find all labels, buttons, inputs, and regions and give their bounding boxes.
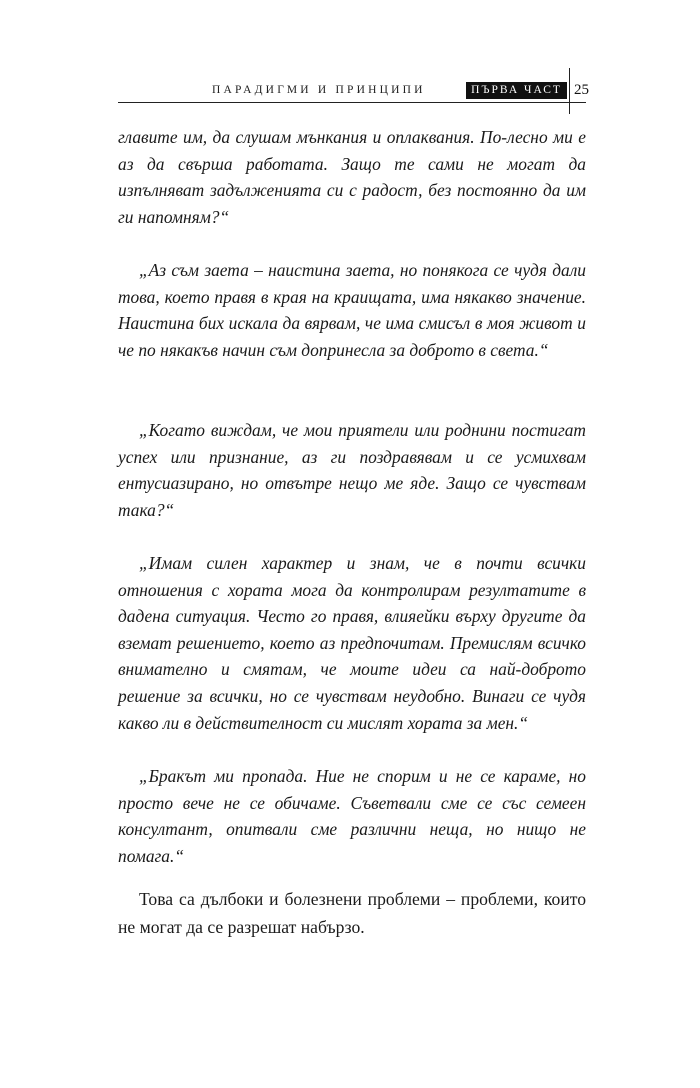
- part-label: ПЪРВА ЧАСТ: [466, 82, 567, 99]
- quote-paragraph: „Когато виждам, че мои приятели или роднини постигат успех или признание, аз ги поздравявам и се усмихвам ентусиазирано, но отвътре нещо ме яде. Защо се чувствам така?“: [118, 420, 586, 520]
- paragraph-continuation: главите им, да слушам мънкания и оплаквания. По-лесно ми е аз да свърша работата. Защо те сами не могат да изпълняват задълженията си с радост, без постоянно да им ги напомням?“: [118, 127, 586, 227]
- quote-paragraph: „Аз съм заета – наистина заета, но понякога се чудя дали това, което правя в края на краищата, има някакво значение. Наистина бих искала да вярвам, че има смисъл в моя живот и че по някакъв начин съм допринесла за доброто в света.“: [118, 260, 586, 360]
- quote-paragraph: „Бракът ми пропада. Ние не спорим и не се караме, но просто вече не се обичаме. Съветвали сме се със семеен консултант, опитвали сме различни неща, но нищо не помага.“: [118, 766, 586, 866]
- closing-paragraph: Това са дълбоки и болезнени проблеми – проблеми, които не могат да се разрешат набързо.: [118, 889, 586, 937]
- header-divider: [569, 68, 570, 114]
- page-number: 25: [574, 82, 589, 98]
- header-rule: [118, 102, 586, 103]
- running-title: ПАРАДИГМИ И ПРИНЦИПИ: [212, 84, 426, 96]
- quote-paragraph: „Имам силен характер и знам, че в почти всички отношения с хората мога да контролирам резултатите в дадена ситуация. Често го правя, влияейки върху другите да вземат решението, което аз предпочитам. Премислям всичко внимателно и смятам, че моите идеи са най-доброто решение за всички, но се чувствам неудобно. Винаги се чудя какво ли в действителност си мислят хората за мен.“: [118, 553, 586, 733]
